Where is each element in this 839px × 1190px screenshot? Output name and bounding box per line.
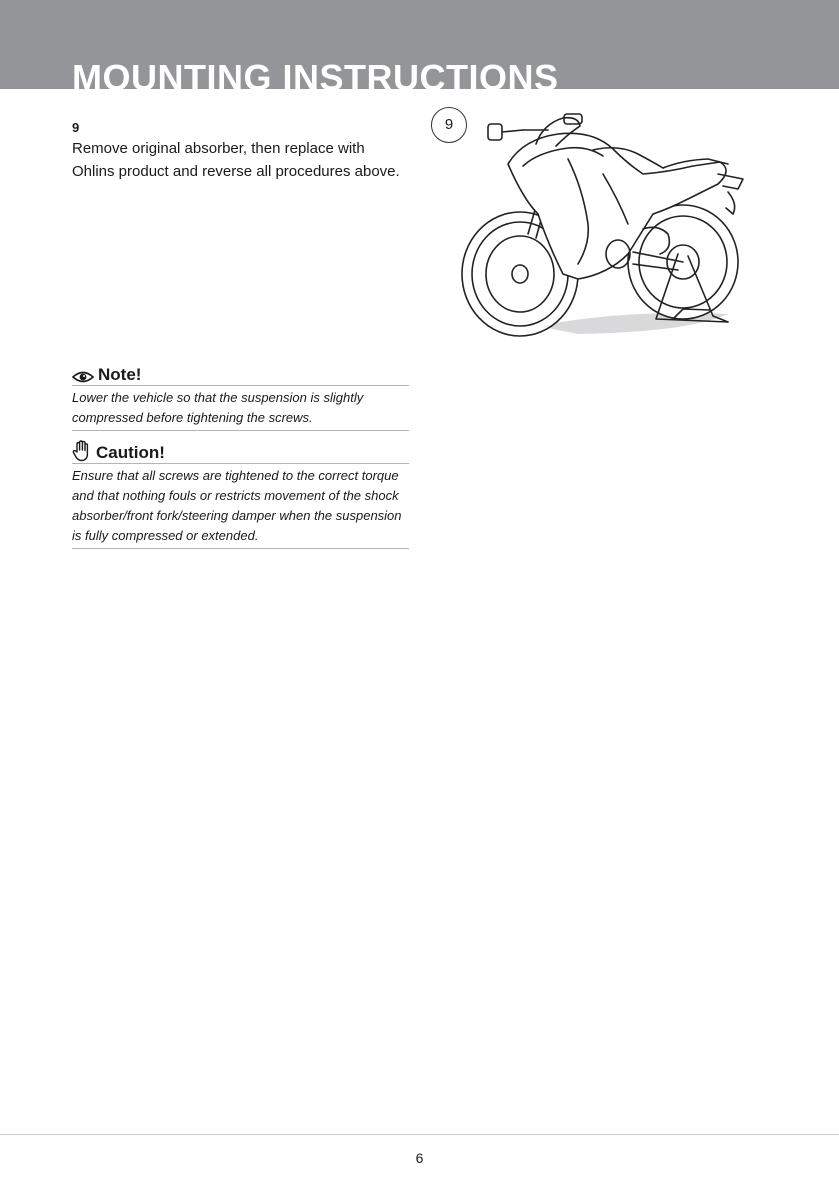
motorcycle-illustration xyxy=(428,104,758,344)
note-text: Lower the vehicle so that the suspension is slightly compressed before tightening the screws. xyxy=(72,386,409,431)
caution-title: Caution! xyxy=(96,443,165,462)
caution-header xyxy=(72,440,409,464)
figure-number-badge: 9 xyxy=(431,107,467,143)
page-title: MOUNTING INSTRUCTIONS xyxy=(72,57,559,89)
page-number: 6 xyxy=(415,1150,424,1166)
header-band xyxy=(0,0,839,89)
step-number: 9 xyxy=(72,120,80,135)
note-header xyxy=(72,366,409,386)
eye-icon xyxy=(72,370,94,384)
step-instruction: Remove original absorber, then replace with Ohlins product and reverse all procedures above. xyxy=(72,140,400,180)
caution-box xyxy=(72,440,409,549)
footer-divider xyxy=(0,1134,839,1135)
note-box xyxy=(72,366,409,431)
note-title: Note! xyxy=(98,365,142,384)
motorcycle-drawing xyxy=(428,104,758,344)
caution-text: Ensure that all screws are tightened to the correct torque and that nothing fouls or restricts movement of the shock absorber/front fork/steering damper when the suspension is fully compressed or extended. xyxy=(72,464,409,549)
hand-icon xyxy=(72,440,92,462)
